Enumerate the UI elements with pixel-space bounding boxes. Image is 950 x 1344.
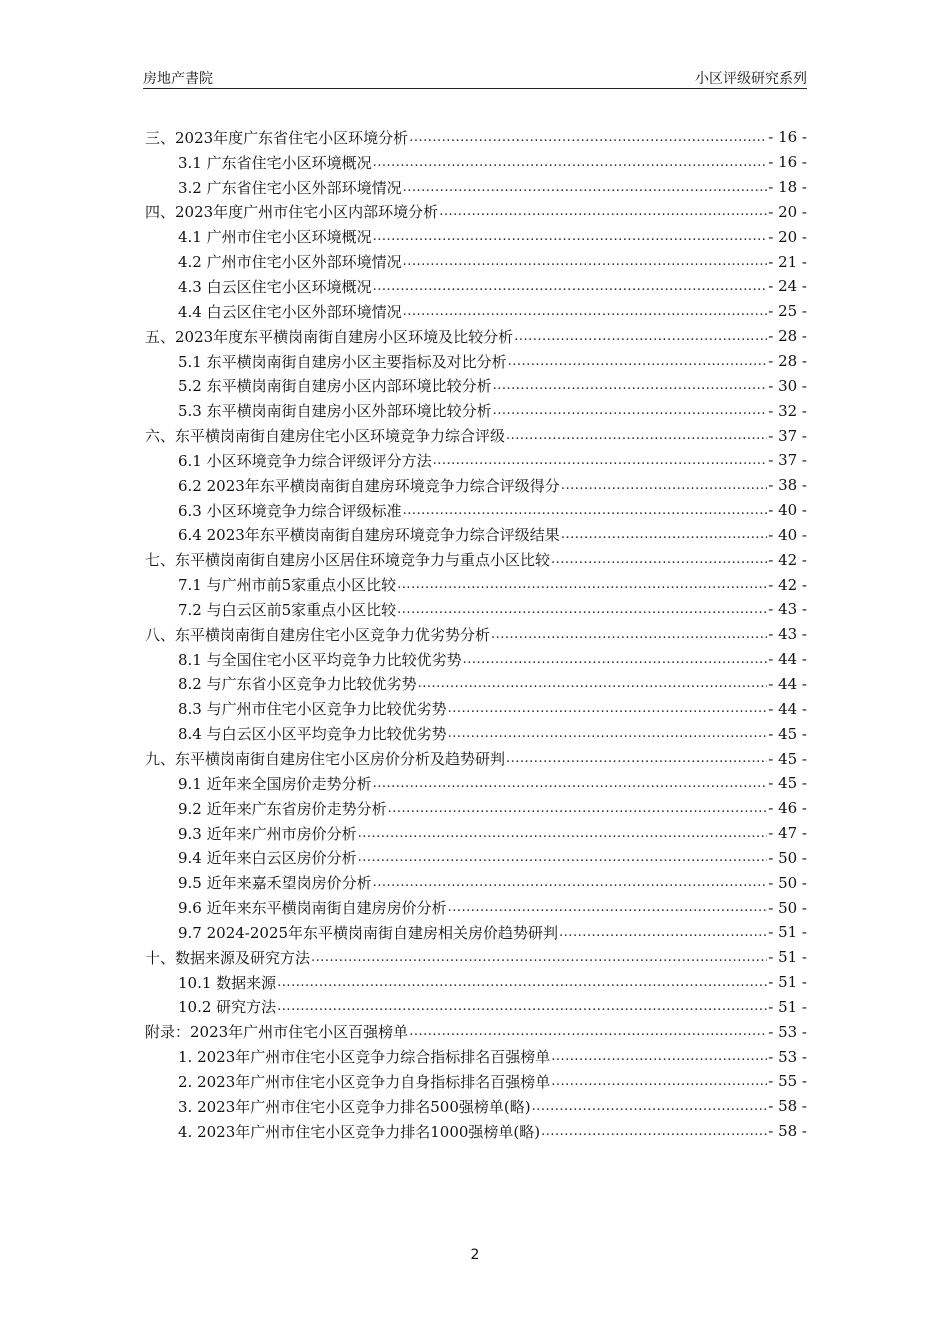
toc-entry-page: - 45 - — [768, 774, 807, 793]
toc-dot-leader — [277, 999, 767, 1014]
toc-entry-page: - 51 - — [768, 948, 807, 967]
toc-entry-title: 4.3 白云区住宅小区环境概况 — [178, 277, 372, 296]
toc-entry-title: 1. 2023年广州市住宅小区竞争力综合指标排名百强榜单 — [178, 1048, 551, 1067]
toc-section-entry[interactable] — [145, 398, 807, 423]
toc-section-entry[interactable] — [145, 473, 807, 498]
toc-dot-leader — [277, 975, 767, 990]
toc-section-entry[interactable] — [145, 920, 807, 945]
toc-dot-leader — [388, 801, 768, 816]
toc-dot-leader — [403, 180, 768, 195]
toc-entry-title: 十、数据来源及研究方法 — [145, 948, 311, 967]
toc-dot-leader — [409, 1024, 767, 1039]
toc-entry-title: 8.2 与广东省小区竞争力比较优劣势 — [178, 675, 417, 694]
toc-dot-leader — [551, 1074, 767, 1089]
toc-entry-title: 9.2 近年来广东省房价走势分析 — [178, 799, 387, 818]
toc-entry-page: - 44 - — [768, 674, 807, 693]
toc-entry-page: - 46 - — [768, 799, 807, 818]
toc-entry-page: - 44 - — [768, 650, 807, 669]
toc-entry-title: 9.5 近年来嘉禾望岗房价分析 — [178, 874, 372, 893]
toc-dot-leader — [373, 155, 768, 170]
toc-dot-leader — [514, 329, 767, 344]
toc-entry-page: - 58 - — [768, 1097, 807, 1116]
toc-entry-title: 6.4 2023年东平横岗南街自建房环境竞争力综合评级结果 — [178, 526, 560, 545]
toc-dot-leader — [439, 204, 767, 219]
toc-dot-leader — [403, 254, 768, 269]
toc-entry-page: - 51 - — [768, 923, 807, 942]
toc-section-entry[interactable] — [145, 299, 807, 324]
toc-dot-leader — [373, 875, 768, 890]
toc-entry-title: 9.6 近年来东平横岗南街自建房房价分析 — [178, 899, 447, 918]
toc-entry-page: - 47 - — [768, 824, 807, 843]
toc-section-entry[interactable] — [145, 845, 807, 870]
toc-section-entry[interactable] — [145, 373, 807, 398]
toc-dot-leader — [358, 826, 768, 841]
toc-entry-page: - 28 - — [768, 352, 807, 371]
toc-entry-page: - 30 - — [768, 376, 807, 395]
toc-section-entry[interactable] — [145, 175, 807, 200]
toc-dot-leader — [397, 577, 767, 592]
page-header — [143, 66, 807, 89]
toc-entry-title: 7.2 与白云区前5家重点小区比较 — [178, 600, 397, 619]
toc-entry-title: 8.3 与广州市住宅小区竞争力比较优劣势 — [178, 700, 447, 719]
toc-dot-leader — [463, 652, 768, 667]
toc-entry-page: - 18 - — [768, 178, 807, 197]
toc-entry-title: 4. 2023年广州市住宅小区竞争力排名1000强榜单(略) — [178, 1122, 541, 1141]
toc-dot-leader — [532, 1099, 768, 1114]
toc-dot-leader — [409, 130, 767, 145]
toc-dot-leader — [506, 751, 767, 766]
toc-entry-title: 9.1 近年来全国房价走势分析 — [178, 774, 372, 793]
toc-section-entry[interactable] — [145, 523, 807, 548]
toc-dot-leader — [373, 229, 768, 244]
toc-dot-leader — [397, 602, 767, 617]
toc-section-entry[interactable] — [145, 870, 807, 895]
toc-section-entry[interactable] — [145, 274, 807, 299]
toc-dot-leader — [311, 950, 767, 965]
toc-entry-title: 4.2 广州市住宅小区外部环境情况 — [178, 253, 402, 272]
toc-dot-leader — [559, 925, 767, 940]
toc-dot-leader — [551, 552, 767, 567]
toc-entry-page: - 20 - — [768, 227, 807, 246]
toc-entry-page: - 50 - — [768, 848, 807, 867]
toc-entry-title: 9.7 2024-2025年东平横岗南街自建房相关房价趋势研判 — [178, 923, 559, 942]
toc-entry-title: 7.1 与广州市前5家重点小区比较 — [178, 576, 397, 595]
toc-chapter-entry[interactable] — [145, 945, 807, 970]
toc-chapter-entry[interactable] — [145, 1019, 807, 1044]
toc-entry-title: 七、东平横岗南街自建房小区居住环境竞争力与重点小区比较 — [145, 551, 551, 570]
toc-chapter-entry[interactable] — [145, 125, 807, 150]
toc-entry-page: - 43 - — [768, 600, 807, 619]
toc-dot-leader — [418, 676, 768, 691]
toc-section-entry[interactable] — [145, 647, 807, 672]
toc-section-entry[interactable] — [145, 1069, 807, 1094]
toc-entry-title: 3.1 广东省住宅小区环境概况 — [178, 153, 372, 172]
toc-entry-page: - 42 - — [768, 550, 807, 569]
toc-section-entry[interactable] — [145, 249, 807, 274]
toc-entry-page: - 20 - — [768, 202, 807, 221]
toc-entry-page: - 24 - — [768, 277, 807, 296]
header-publisher: 房地产書院 — [143, 71, 213, 87]
toc-dot-leader — [433, 453, 768, 468]
toc-entry-page: - 40 - — [768, 501, 807, 520]
toc-dot-leader — [358, 850, 768, 865]
toc-entry-page: - 37 - — [768, 451, 807, 470]
toc-section-entry[interactable] — [145, 995, 807, 1020]
toc-entry-title: 四、2023年度广州市住宅小区内部环境分析 — [145, 203, 439, 222]
toc-dot-leader — [373, 776, 768, 791]
toc-section-entry[interactable] — [145, 721, 807, 746]
toc-section-entry[interactable] — [145, 597, 807, 622]
toc-entry-page: - 45 - — [768, 749, 807, 768]
toc-entry-title: 6.2 2023年东平横岗南街自建房环境竞争力综合评级得分 — [178, 476, 560, 495]
toc-section-entry[interactable] — [145, 895, 807, 920]
toc-section-entry[interactable] — [145, 696, 807, 721]
toc-entry-page: - 50 - — [768, 898, 807, 917]
toc-chapter-entry[interactable] — [145, 547, 807, 572]
toc-entry-title: 附录：2023年广州市住宅小区百强榜单 — [145, 1023, 409, 1042]
toc-entry-title: 三、2023年度广东省住宅小区环境分析 — [145, 128, 409, 147]
toc-entry-title: 9.4 近年来白云区房价分析 — [178, 849, 357, 868]
toc-chapter-entry[interactable] — [145, 324, 807, 349]
toc-section-entry[interactable] — [145, 1119, 807, 1144]
toc-entry-title: 六、东平横岗南街自建房住宅小区环境竞争力综合评级 — [145, 427, 506, 446]
toc-dot-leader — [493, 403, 768, 418]
toc-section-entry[interactable] — [145, 150, 807, 175]
toc-dot-leader — [561, 527, 767, 542]
toc-entry-page: - 42 - — [768, 575, 807, 594]
toc-entry-title: 4.4 白云区住宅小区外部环境情况 — [178, 302, 402, 321]
toc-dot-leader — [506, 428, 767, 443]
toc-section-entry[interactable] — [145, 448, 807, 473]
toc-entry-title: 10.2 研究方法 — [178, 998, 277, 1017]
toc-section-entry[interactable] — [145, 771, 807, 796]
toc-entry-title: 八、东平横岗南街自建房住宅小区竞争力优劣势分析 — [145, 625, 491, 644]
toc-dot-leader — [551, 1049, 767, 1064]
toc-entry-title: 6.1 小区环境竞争力综合评级评分方法 — [178, 451, 432, 470]
toc-dot-leader — [493, 378, 768, 393]
toc-entry-title: 九、东平横岗南街自建房住宅小区房价分析及趋势研判 — [145, 750, 506, 769]
toc-section-entry[interactable] — [145, 349, 807, 374]
toc-entry-title: 6.3 小区环境竞争力综合评级标准 — [178, 501, 402, 520]
toc-entry-title: 8.1 与全国住宅小区平均竞争力比较优劣势 — [178, 650, 462, 669]
toc-entry-title: 9.3 近年来广州市房价分析 — [178, 824, 357, 843]
toc-dot-leader — [373, 279, 768, 294]
toc-entry-title: 3.2 广东省住宅小区外部环境情况 — [178, 178, 402, 197]
toc-entry-page: - 16 - — [768, 128, 807, 147]
toc-section-entry[interactable] — [145, 572, 807, 597]
toc-section-entry[interactable] — [145, 1094, 807, 1119]
toc-chapter-entry[interactable] — [145, 746, 807, 771]
toc-entry-title: 4.1 广州市住宅小区环境概况 — [178, 228, 372, 247]
toc-entry-page: - 43 - — [768, 625, 807, 644]
toc-entry-title: 8.4 与白云区小区平均竞争力比较优劣势 — [178, 725, 447, 744]
toc-section-entry[interactable] — [145, 970, 807, 995]
toc-entry-page: - 45 - — [768, 724, 807, 743]
toc-entry-title: 5.2 东平横岗南街自建房小区内部环境比较分析 — [178, 377, 492, 396]
toc-section-entry[interactable] — [145, 796, 807, 821]
toc-entry-title: 5.3 东平横岗南街自建房小区外部环境比较分析 — [178, 402, 492, 421]
toc-entry-page: - 53 - — [768, 1047, 807, 1066]
toc-entry-title: 5.1 东平横岗南街自建房小区主要指标及对比分析 — [178, 352, 507, 371]
toc-dot-leader — [448, 900, 768, 915]
toc-entry-page: - 40 - — [768, 525, 807, 544]
toc-dot-leader — [561, 478, 767, 493]
toc-entry-page: - 32 - — [768, 401, 807, 420]
toc-dot-leader — [508, 354, 768, 369]
toc-entry-page: - 21 - — [768, 252, 807, 271]
toc-entry-page: - 16 - — [768, 153, 807, 172]
toc-chapter-entry[interactable] — [145, 423, 807, 448]
table-of-contents — [145, 125, 807, 1144]
page-number: 2 — [470, 1247, 480, 1263]
toc-dot-leader — [491, 627, 767, 642]
header-series-title: 小区评级研究系列 — [695, 71, 807, 87]
toc-entry-page: - 55 - — [768, 1072, 807, 1091]
toc-dot-leader — [403, 503, 768, 518]
toc-chapter-entry[interactable] — [145, 622, 807, 647]
toc-chapter-entry[interactable] — [145, 200, 807, 225]
toc-entry-page: - 51 - — [768, 997, 807, 1016]
toc-entry-title: 2. 2023年广州市住宅小区竞争力自身指标排名百强榜单 — [178, 1072, 551, 1091]
toc-section-entry[interactable] — [145, 821, 807, 846]
toc-entry-page: - 28 - — [768, 327, 807, 346]
toc-entry-title: 五、2023年度东平横岗南街自建房小区环境及比较分析 — [145, 327, 514, 346]
toc-dot-leader — [448, 726, 768, 741]
toc-dot-leader — [541, 1124, 767, 1139]
toc-section-entry[interactable] — [145, 1044, 807, 1069]
toc-entry-title: 10.1 数据来源 — [178, 973, 277, 992]
toc-entry-page: - 58 - — [768, 1122, 807, 1141]
toc-entry-page: - 38 - — [768, 476, 807, 495]
toc-entry-page: - 44 - — [768, 699, 807, 718]
toc-dot-leader — [448, 701, 768, 716]
toc-entry-title: 3. 2023年广州市住宅小区竞争力排名500强榜单(略) — [178, 1097, 531, 1116]
toc-section-entry[interactable] — [145, 672, 807, 697]
toc-section-entry[interactable] — [145, 224, 807, 249]
toc-entry-page: - 50 - — [768, 873, 807, 892]
toc-entry-page: - 25 - — [768, 302, 807, 321]
toc-entry-page: - 53 - — [768, 1022, 807, 1041]
toc-section-entry[interactable] — [145, 498, 807, 523]
toc-dot-leader — [403, 304, 768, 319]
toc-entry-page: - 37 - — [768, 426, 807, 445]
toc-entry-page: - 51 - — [768, 973, 807, 992]
